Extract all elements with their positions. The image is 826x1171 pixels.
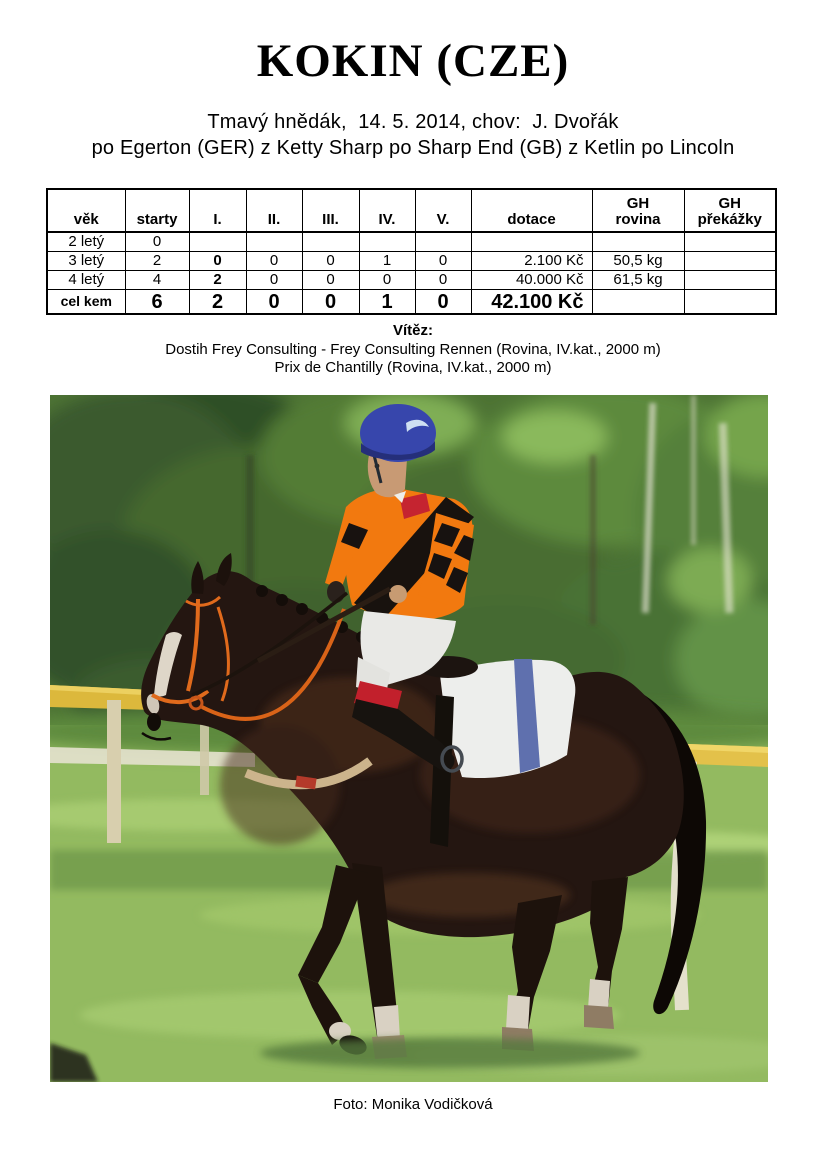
cell-p5: 0 [415, 271, 471, 290]
cell-p4: 1 [359, 252, 415, 271]
cell-p3 [302, 232, 359, 252]
cell-vek: 2 letý [47, 232, 125, 252]
col-header-place1: I. [189, 189, 246, 232]
cell-gh-rovina [592, 232, 684, 252]
cell-dotace: 40.000 Kč [471, 271, 592, 290]
col-header-starty: starty [125, 189, 189, 232]
gh-rovina-line2: rovina [615, 210, 661, 228]
col-header-place5: V. [415, 189, 471, 232]
cell-p1 [189, 232, 246, 252]
horse-photo [50, 395, 768, 1082]
stats-table-wrap [46, 188, 777, 315]
col-header-vek: věk [47, 189, 125, 232]
cell-gh-prekazky-total [684, 290, 776, 315]
cell-gh-rovina: 61,5 kg [592, 271, 684, 290]
table-row-total [47, 290, 776, 315]
cell-p3: 0 [302, 252, 359, 271]
col-header-place4: IV. [359, 189, 415, 232]
cell-p5 [415, 232, 471, 252]
cell-p4 [359, 232, 415, 252]
table-row-4yo [47, 271, 776, 290]
table-row-3yo [47, 252, 776, 271]
cell-p2: 0 [246, 252, 302, 271]
horse-ground-shadow [260, 1038, 640, 1068]
cell-p5-total: 0 [415, 290, 471, 315]
col-header-place3: III. [302, 189, 359, 232]
cell-p4: 0 [359, 271, 415, 290]
right-hand [389, 585, 407, 603]
page-title: KOKIN (CZE) [256, 35, 570, 87]
cell-dotace: 2.100 Kč [471, 252, 592, 271]
cell-p2: 0 [246, 271, 302, 290]
cell-starty: 0 [125, 232, 189, 252]
cell-p4-total: 1 [359, 290, 415, 315]
cell-gh-prekazky [684, 232, 776, 252]
col-header-place2: II. [246, 189, 302, 232]
cell-p2-total: 0 [246, 290, 302, 315]
winner-race-1: Dostih Frey Consulting - Frey Consulting Rennen (Rovina, IV.kat., 2000 m) [165, 341, 661, 358]
cell-gh-rovina-total [592, 290, 684, 315]
horse-description-line: Tmavý hnědák, 14. 5. 2014, chov: J. Dvořák [207, 111, 619, 133]
cell-gh-prekazky [684, 252, 776, 271]
cell-vek-total: cel kem [47, 290, 125, 315]
cell-dotace [471, 232, 592, 252]
cell-gh-rovina: 50,5 kg [592, 252, 684, 271]
cell-starty-total: 6 [125, 290, 189, 315]
cell-dotace-total: 42.100 Kč [471, 290, 592, 315]
nostril [147, 713, 161, 731]
cell-p3-total: 0 [302, 290, 359, 315]
cell-vek: 3 letý [47, 252, 125, 271]
table-row-2yo [47, 232, 776, 252]
career-stats-table [46, 188, 777, 315]
cell-p5: 0 [415, 252, 471, 271]
cell-p1: 2 [189, 271, 246, 290]
winner-race-2: Prix de Chantilly (Rovina, IV.kat., 2000 m) [274, 359, 552, 376]
col-header-dotace: dotace [471, 189, 592, 232]
cell-vek: 4 letý [47, 271, 125, 290]
table-header-row [47, 189, 776, 232]
gh-prekazky-line1: GH [718, 194, 741, 212]
cell-p1-total: 2 [189, 290, 246, 315]
pedigree-line: po Egerton (GER) z Ketty Sharp po Sharp End (GB) z Ketlin po Lincoln [91, 137, 735, 159]
cell-p3: 0 [302, 271, 359, 290]
winner-heading: Vítěz: [392, 322, 433, 339]
cell-p2 [246, 232, 302, 252]
cell-starty: 2 [125, 252, 189, 271]
gh-rovina-line1: GH [626, 194, 650, 212]
gh-prekazky-line2: překážky [697, 210, 762, 228]
cell-starty: 4 [125, 271, 189, 290]
col-header-gh-prekazky [684, 189, 776, 232]
cell-gh-prekazky [684, 271, 776, 290]
col-header-gh-rovina [592, 189, 684, 232]
photo-caption: Foto: Monika Vodičková [333, 1096, 493, 1113]
cell-p1: 0 [189, 252, 246, 271]
